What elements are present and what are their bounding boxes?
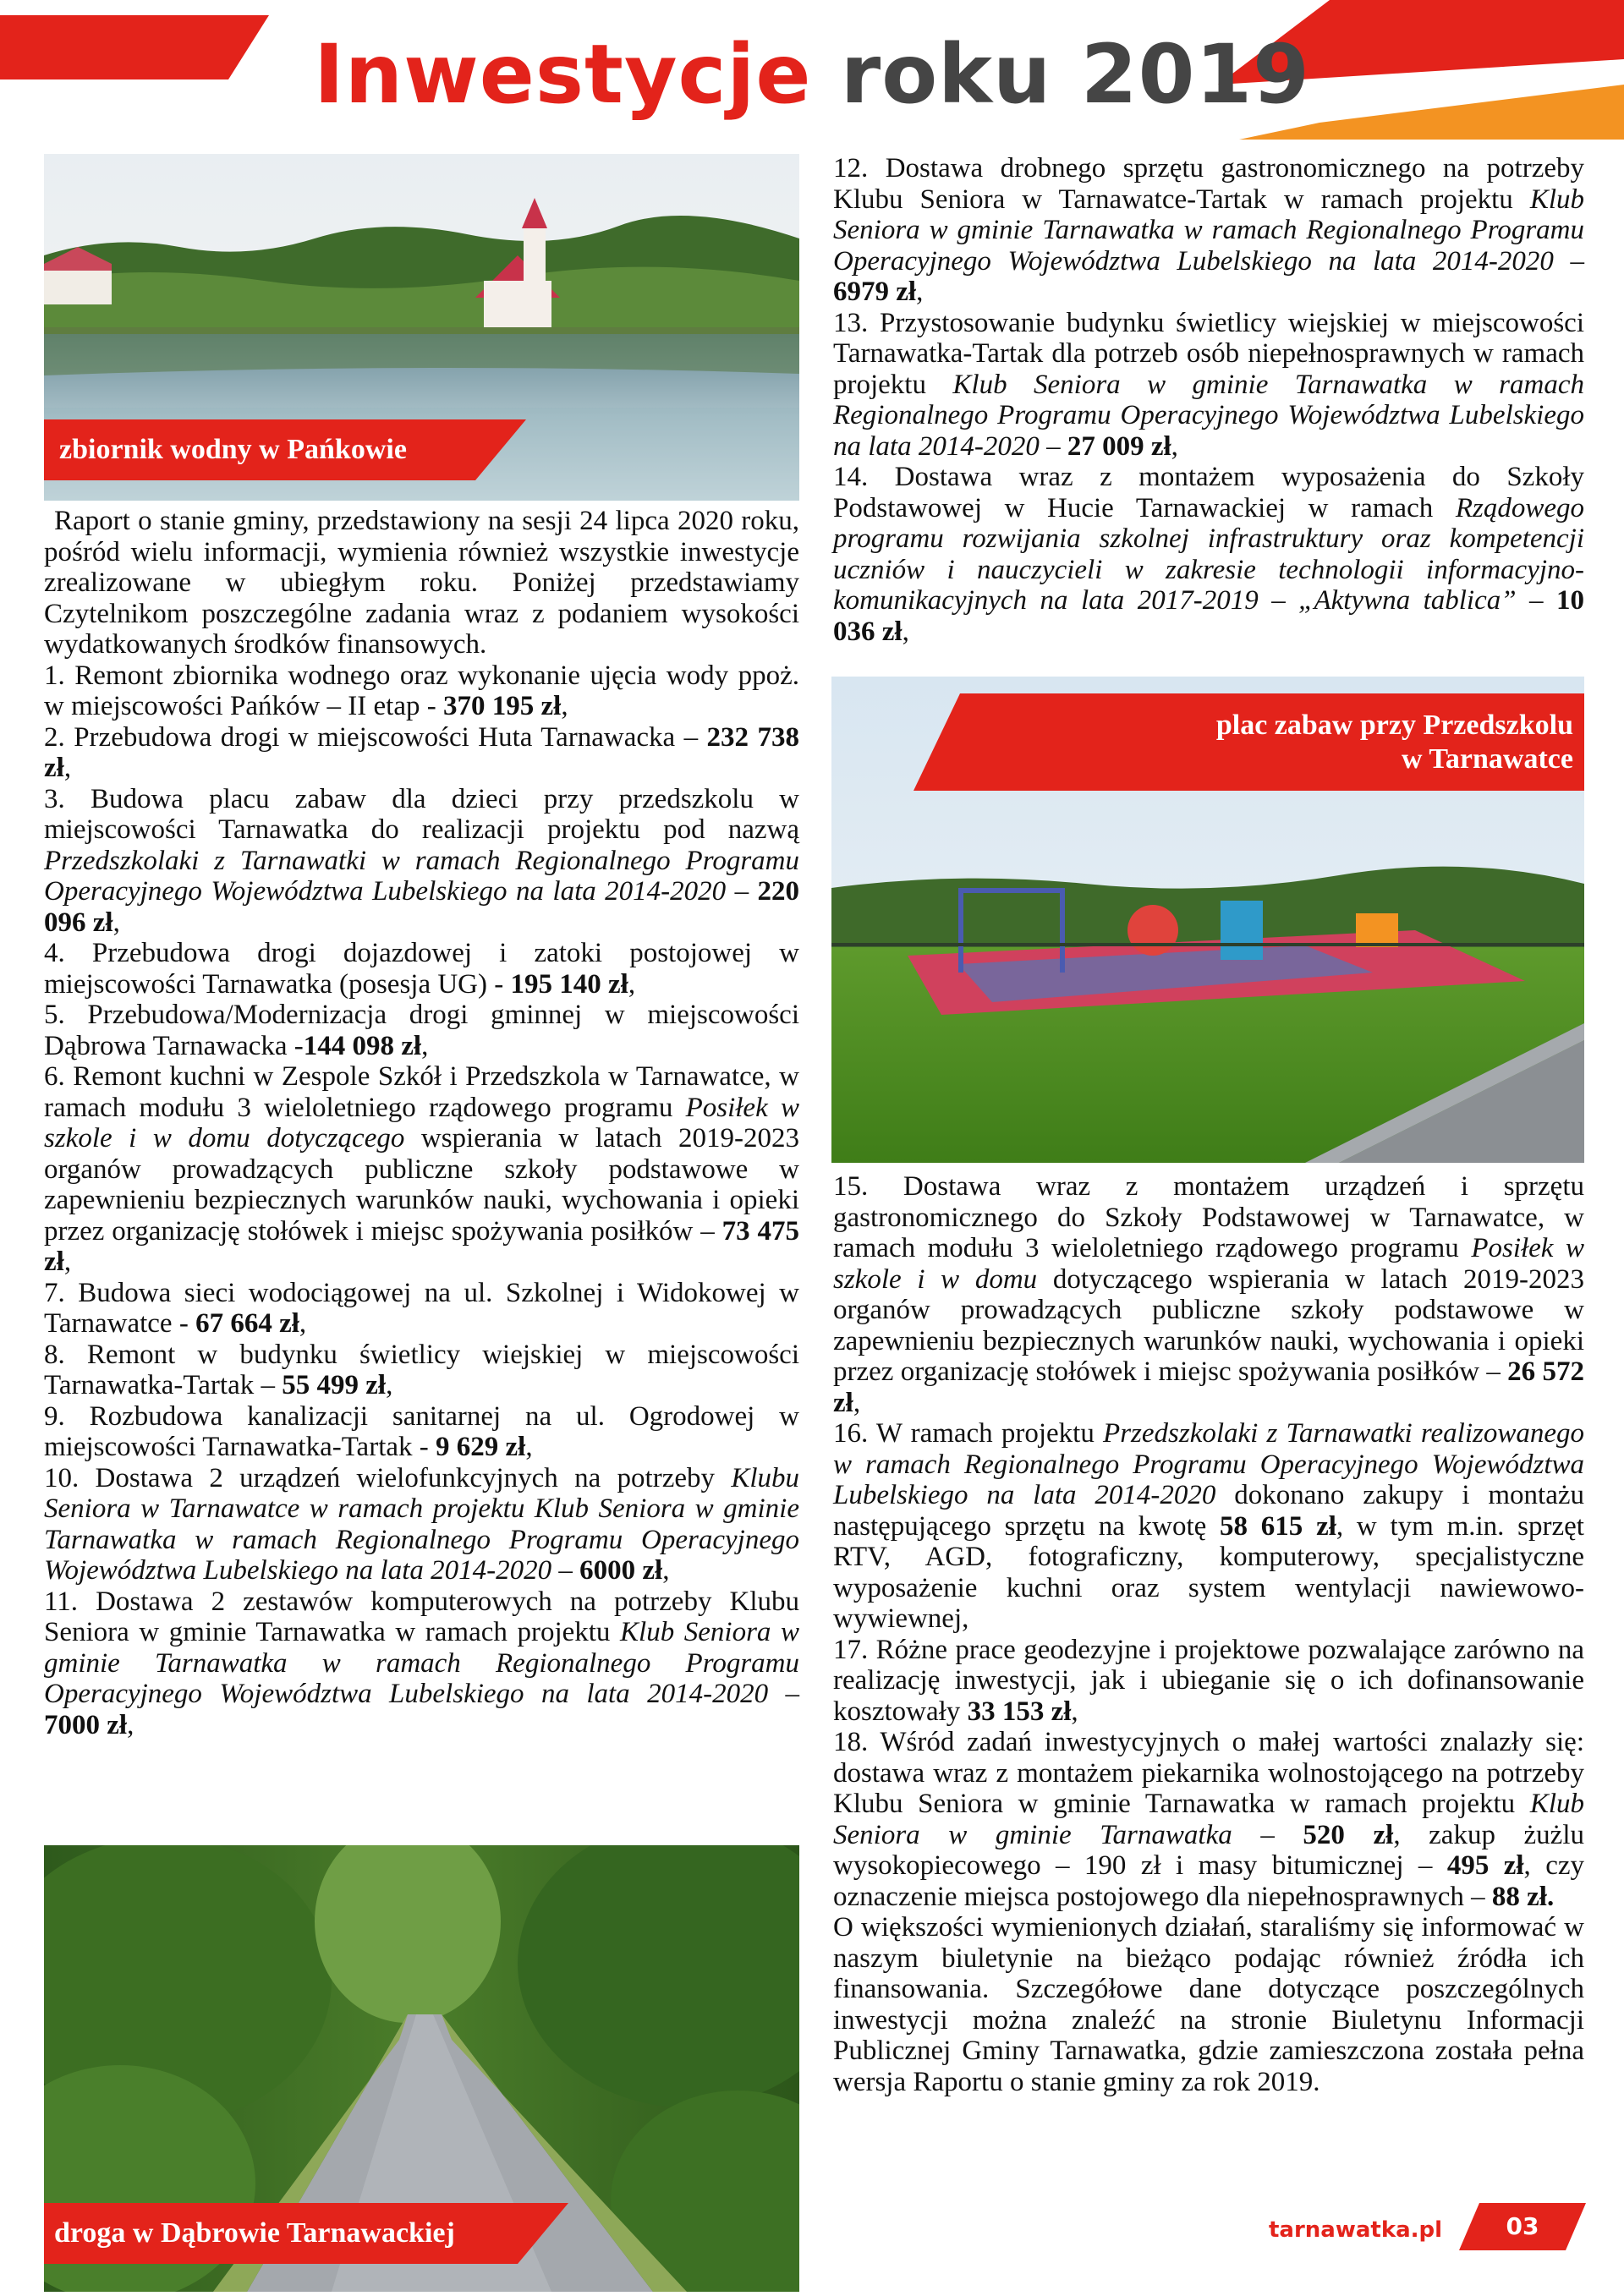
- investment-item: 9. Rozbudowa kanalizacji sanitarnej na ul. Ogrodowej w miejscowości Tarnawatka-Tartak - 9 629 zł,: [44, 1400, 799, 1462]
- page-number: 03: [1506, 2212, 1539, 2240]
- article-column-right-bottom: [833, 1171, 1584, 2097]
- investment-item: 12. Dostawa drobnego sprzętu gastronomicznego na potrzeby Klubu Seniora w Tarnawatce-Tartak w ramach projektu Klub Seniora w gminie Tarnawatka w ramach Regionalnego Programu Operacyjnego Województwa Lubelskiego na lata 2014-2020 – 6979 zł,: [833, 153, 1584, 307]
- article-closing: O większości wymienionych działań, staraliśmy się informować w naszym biuletynie na bieżąco podając również źródła ich finansowania. Szczegółowe dane dotyczące poszczególnych inwestycji można znaleźć na stronie Biuletynu Informacji Publicznej Gminy Tarnawatka, gdzie zamieszczona została pełna wersja Raportu o stanie gminy za rok 2019.: [833, 1912, 1584, 2097]
- investment-item: 10. Dostawa 2 urządzeń wielofunkcyjnych na potrzeby Klubu Seniora w Tarnawatce w ramach projektu Klub Seniora w gminie Tarnawatka w ramach Regionalnego Programu Operacyjnego Województwa Lubelskiego na lata 2014-2020 – 6000 zł,: [44, 1462, 799, 1586]
- investment-item: 18. Wśród zadań inwestycyjnych o małej wartości znalazły się: dostawa wraz z montażem piekarnika wolnostojącego na potrzeby Klubu Seniora w gminie Tarnawatka w ramach projektu Klub Seniora w gminie Tarnawatka – 520 zł, zakup żużlu wysokopiecowego – 190 zł i masy bitumicznej – 495 zł, czy oznaczenie miejsca postojowego dla niepełnosprawnych – 88 zł.: [833, 1727, 1584, 1912]
- investment-item: 16. W ramach projektu Przedszkolaki z Tarnawatki realizowanego w ramach Regionalnego Programu Operacyjnego Województwa Lubelskiego na lata 2014-2020 dokonano zakupy i montażu następującego sprzętu na kwotę 58 615 zł, w tym m.in. sprzęt RTV, AGD, fotograficzny, komputerowy, specjalistyczne wyposażenie kuchni oraz system wentylacji nawiewowo-wywiewnej,: [833, 1418, 1584, 1634]
- caption-playground: [930, 709, 1573, 776]
- caption-road: droga w Dąbrowie Tarnawackiej: [54, 2217, 455, 2249]
- investment-item: 1. Remont zbiornika wodnego oraz wykonanie ujęcia wody ppoż. w miejscowości Pańków – II etap - 370 195 zł,: [44, 660, 799, 721]
- article-column-left: [44, 506, 799, 1740]
- investment-item: 6. Remont kuchni w Zespole Szkół i Przedszkola w Tarnawatce, w ramach modułu 3 wieloletniego rządowego programu Posiłek w szkole i w domu dotyczącego wspierania w latach 2019-2023 organów prowadzących publiczne szkoły podstawowe w zapewnieniu bezpiecznych warunków nauki, wychowania i opieki przez organizację stołówek i miejsc spożywania posiłków – 73 475 zł,: [44, 1061, 799, 1277]
- investment-item: 11. Dostawa 2 zestawów komputerowych na potrzeby Klubu Seniora w gminie Tarnawatka w ramach projektu Klub Seniora w gminie Tarnawatka w ramach Regionalnego Programu Operacyjnego Województwa Lubelskiego na lata 2014-2020 – 7000 zł,: [44, 1586, 800, 1740]
- investment-item: 2. Przebudowa drogi w miejscowości Huta Tarnawacka – 232 738 zł,: [44, 721, 799, 783]
- investment-item: 5. Przebudowa/Modernizacja drogi gminnej w miejscowości Dąbrowa Tarnawacka -144 098 zł,: [44, 1000, 799, 1061]
- investment-item: 15. Dostawa wraz z montażem urządzeń i sprzętu gastronomicznego do Szkoły Podstawowej w Tarnawatce, w ramach modułu 3 wieloletniego rządowego programu Posiłek w szkole i w domu dotyczącego wspierania w latach 2019-2023 organów prowadzących publiczne szkoły podstawowe w zapewnieniu bezpiecznych warunków nauki, wychowania i opieki przez organizację stołówek i miejsc spożywania posiłków – 26 572 zł,: [833, 1171, 1584, 1418]
- investment-item: 3. Budowa placu zabaw dla dzieci przy przedszkolu w miejscowości Tarnawatka do realizacji projektu pod nazwą Przedszkolaki z Tarnawatki w ramach Regionalnego Programu Operacyjnego Województwa Lubelskiego na lata 2014-2020 – 220 096 zł,: [44, 783, 799, 938]
- investment-item: 7. Budowa sieci wodociągowej na ul. Szkolnej i Widokowej w Tarnawatce - 67 664 zł,: [44, 1277, 799, 1339]
- page-title: [0, 24, 1624, 125]
- investment-item: 4. Przebudowa drogi dojazdowej i zatoki postojowej w miejscowości Tarnawatka (posesja UG) - 195 140 zł,: [44, 938, 799, 1000]
- article-column-right-top: [833, 153, 1584, 647]
- investment-item: 17. Różne prace geodezyjne i projektowe pozwalające zarówno na realizację inwestycji, jak i ubieganie się o ich dofinansowanie kosztowały 33 153 zł,: [833, 1634, 1584, 1727]
- title-rest: roku 2019: [840, 27, 1310, 122]
- footer-website: tarnawatka.pl: [1269, 2217, 1443, 2243]
- title-highlight: Inwestycje: [314, 27, 812, 122]
- caption-pond: zbiornik wodny w Pańkowie: [59, 434, 407, 465]
- investment-item: 14. Dostawa wraz z montażem wyposażenia do Szkoły Podstawowej w Hucie Tarnawackiej w ramach Rządowego programu rozwijania szkolnej infrastruktury oraz kompetencji uczniów i nauczycieli w zakresie technologii informacyjno-komunikacyjnych na lata 2017-2019 – „Aktywna tablica” – 10 036 zł,: [833, 462, 1584, 647]
- caption-playground-line1: plac zabaw przy Przedszkolu: [1215, 710, 1573, 741]
- article-intro: Raport o stanie gminy, przedstawiony na sesji 24 lipca 2020 roku, pośród wielu informacji, wymienia również wszystkie inwestycje zrealizowane w ubiegłym roku. Poniżej przedstawiamy Czytelnikom poszczególne zadania wraz z podaniem wysokości wydatkowanych środków finansowych.: [44, 506, 799, 660]
- investment-item: 13. Przystosowanie budynku świetlicy wiejskiej w miejscowości Tarnawatka-Tartak dla potrzeb osób niepełnosprawnych w ramach projektu Klub Seniora w gminie Tarnawatka w ramach Regionalnego Programu Operacyjnego Województwa Lubelskiego na lata 2014-2020 – 27 009 zł,: [833, 307, 1584, 462]
- caption-playground-line2: w Tarnawatce: [1401, 743, 1573, 775]
- investment-item: 8. Remont w budynku świetlicy wiejskiej w miejscowości Tarnawatka-Tartak – 55 499 zł,: [44, 1339, 799, 1400]
